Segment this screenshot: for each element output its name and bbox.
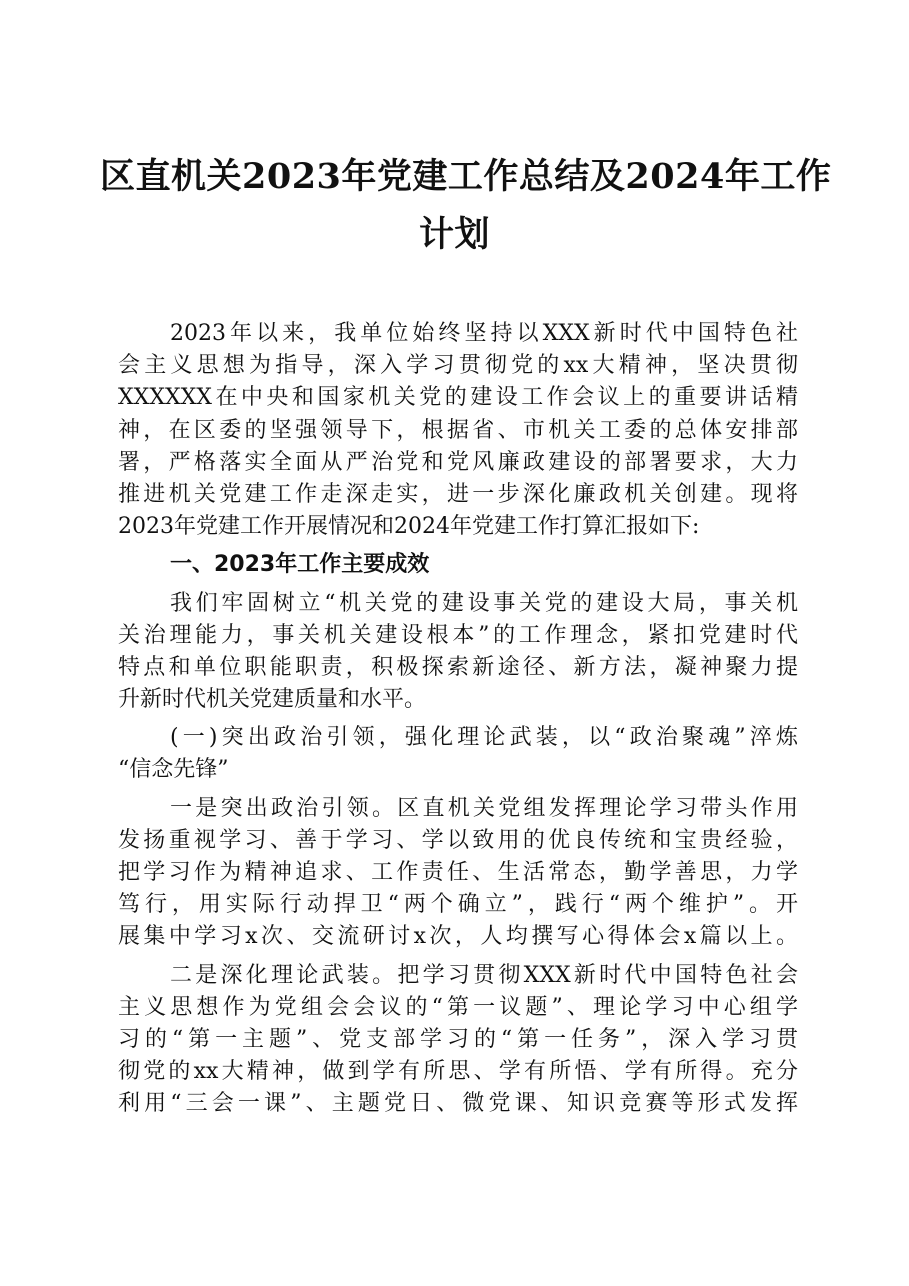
- document-body: [118, 318, 798, 1127]
- text-line: 利用“三会一课”、主题党日、微党课、知识竞赛等形式发挥: [118, 1091, 798, 1117]
- title-line-1: 区直机关2023年党建工作总结及2024年工作: [100, 156, 832, 197]
- text-line: 署，严格落实全面从严治党和党风廉政建设的部署要求，大力: [118, 449, 798, 475]
- text-line: 2023年以来，我单位始终坚持以XXX新时代中国特色社: [170, 321, 798, 346]
- text-line: 展集中学习x次、交流研讨x次，人均撰写心得体会x篇以上。: [118, 924, 798, 950]
- text-line: 二是深化理论武装。把学习贯彻XXX新时代中国特色社会: [170, 962, 798, 988]
- text-line: 关治理能力，事关机关建设根本”的工作理念，紧扣党建时代: [118, 622, 798, 648]
- text-line: 我们牢固树立“机关党的建设事关党的建设大局，事关机: [170, 590, 798, 616]
- text-line: 特点和单位职能职责，积极探索新途径、新方法，凝神聚力提: [118, 654, 798, 680]
- text-line: 神，在区委的坚强领导下，根据省、市机关工委的总体安排部: [118, 417, 798, 443]
- text-line: 推进机关党建工作走深走实，进一步深化廉政机关创建。现将: [118, 481, 798, 507]
- title-line-2: 计划: [418, 214, 490, 255]
- heading-line: 一、2023年工作主要成效: [170, 552, 430, 578]
- heading-line: “信念先锋”: [118, 757, 229, 783]
- text-line: 升新时代机关党建质量和水平。: [118, 687, 427, 713]
- text-line: XXXXXX在中央和国家机关党的建设工作会议上的重要讲话精: [118, 385, 798, 411]
- subsection-heading: [118, 722, 798, 786]
- text-line: 2023年党建工作开展情况和2024年党建工作打算汇报如下:: [118, 514, 700, 540]
- point-one-paragraph: [118, 793, 798, 954]
- text-line: 主义思想作为党组会会议的“第一议题”、理论学习中心组学: [118, 994, 798, 1020]
- text-line: 发扬重视学习、善于学习、学以致用的优良传统和宝贵经验，: [118, 827, 798, 853]
- intro-paragraph: [118, 318, 798, 543]
- section-intro-paragraph: [118, 588, 798, 717]
- point-two-paragraph: [118, 960, 798, 1121]
- text-line: 一是突出政治引领。区直机关党组发挥理论学习带头作用: [170, 795, 798, 821]
- document-title: [100, 148, 832, 264]
- heading-line: (一)突出政治引领，强化理论武装，以“政治聚魂”淬炼: [170, 725, 798, 751]
- section-heading: [118, 549, 798, 581]
- text-line: 笃行，用实际行动捍卫“两个确立”，践行“两个维护”。开: [118, 892, 798, 918]
- text-line: 会主义思想为指导，深入学习贯彻党的xx大精神，坚决贯彻: [118, 353, 798, 379]
- text-line: 把学习作为精神追求、工作责任、生活常态，勤学善思，力学: [118, 860, 798, 885]
- text-line: 彻党的xx大精神，做到学有所思、学有所悟、学有所得。充分: [118, 1059, 798, 1085]
- text-line: 习的“第一主题”、党支部学习的“第一任务”，深入学习贯: [118, 1026, 798, 1052]
